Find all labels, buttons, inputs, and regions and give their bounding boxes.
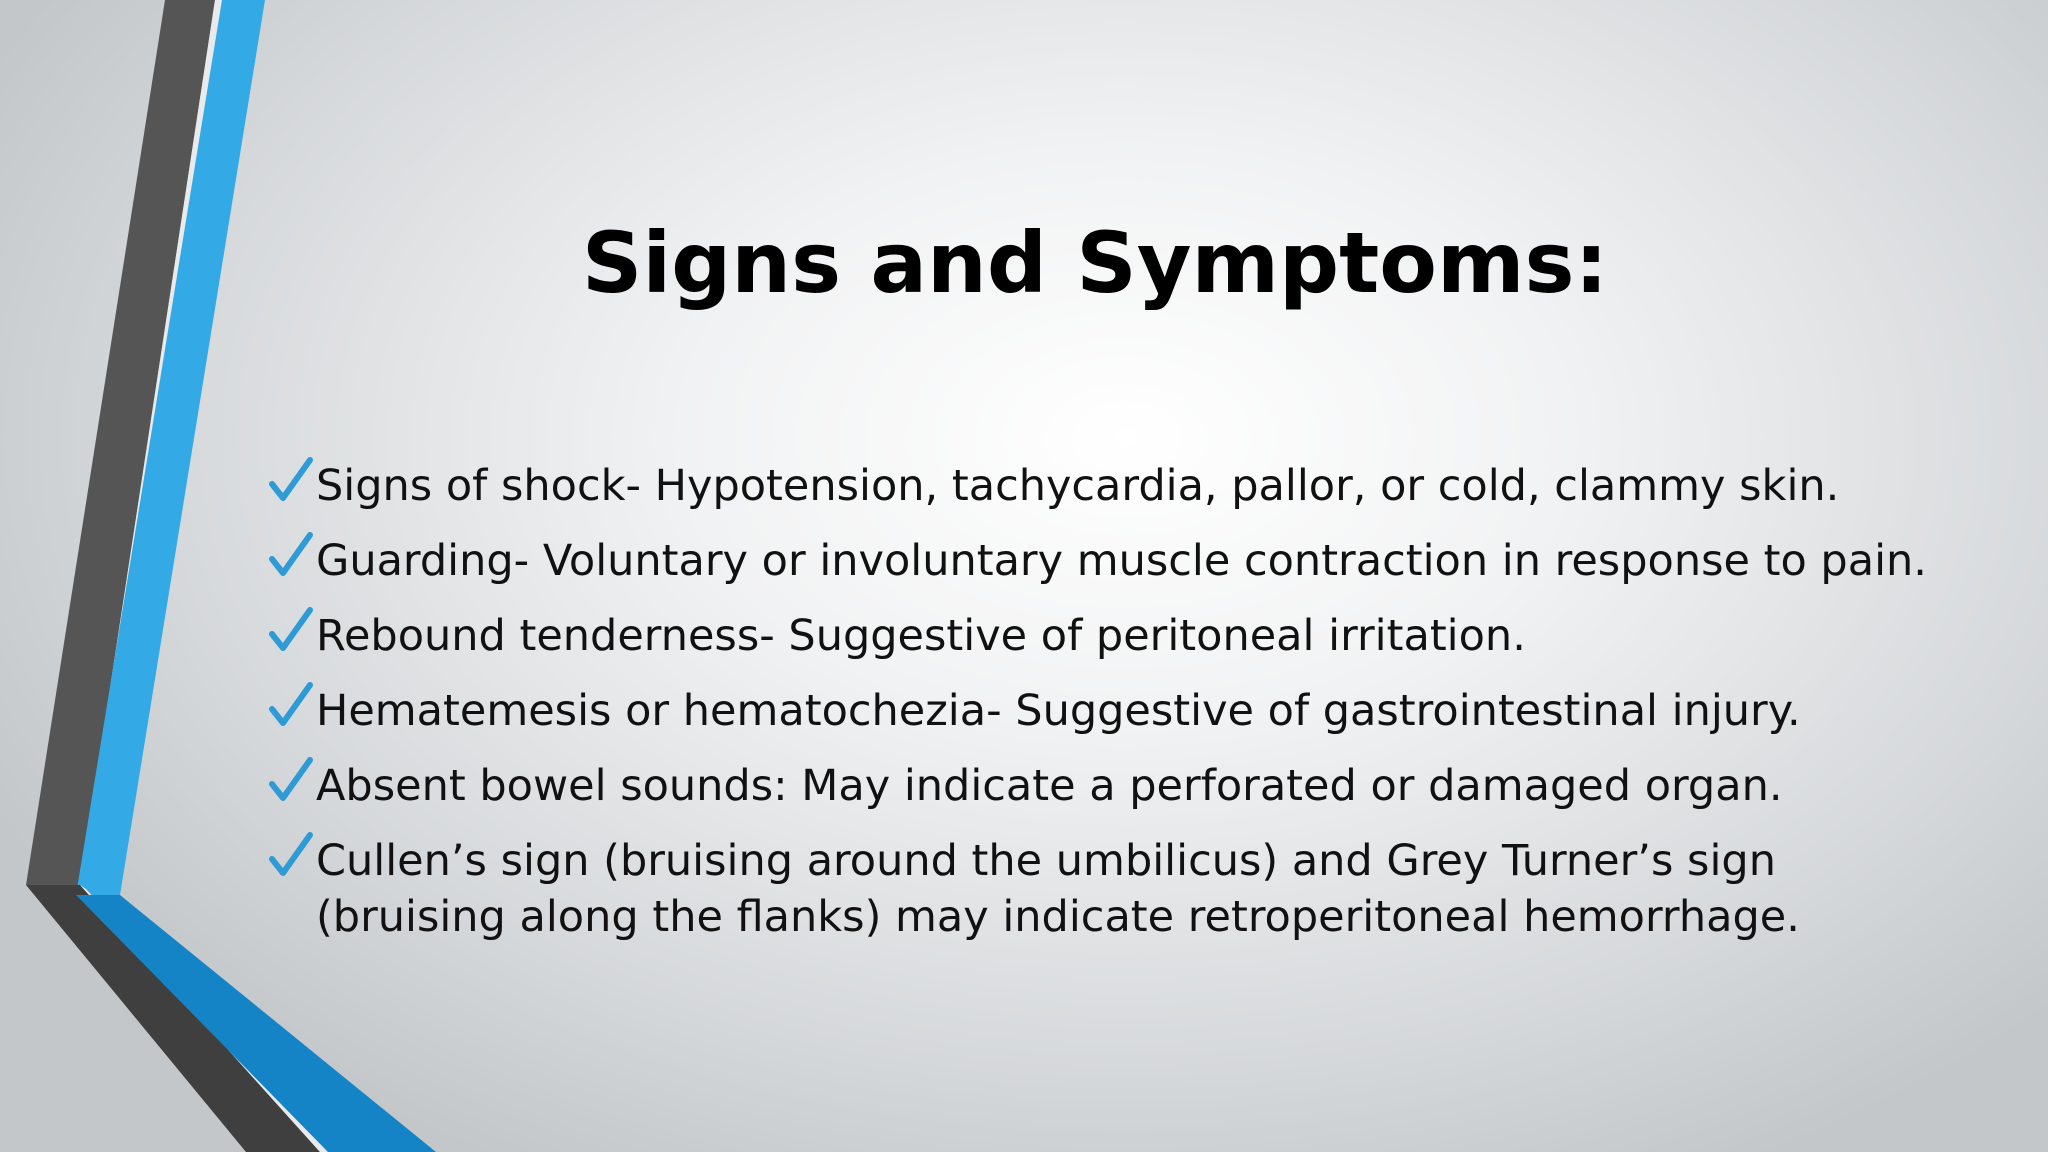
- checkmark-icon: [268, 454, 314, 510]
- bullet-item: [268, 683, 2008, 739]
- bullet-item: [268, 833, 2008, 945]
- bullet-item: [268, 608, 2008, 664]
- checkmark-icon: [268, 529, 314, 585]
- bullet-text: [316, 533, 1927, 589]
- checkmark-icon: [268, 754, 314, 810]
- checkmark-icon: [268, 604, 314, 660]
- slide-title: Signs and Symptoms:: [581, 214, 1609, 312]
- bullet-line: Absent bowel sounds: May indicate a perforated or damaged organ.: [316, 761, 1783, 811]
- bullet-line: Signs of shock- Hypotension, tachycardia, pallor, or cold, clammy skin.: [316, 461, 1840, 511]
- bullet-line: Guarding- Voluntary or involuntary muscle contraction in response to pain.: [316, 536, 1927, 586]
- checkmark-icon: [268, 829, 314, 885]
- bullet-text: [316, 683, 1801, 739]
- bullet-item: [268, 758, 2008, 814]
- bullet-text: [316, 833, 1800, 945]
- bullet-line: Hematemesis or hematochezia- Suggestive of gastrointestinal injury.: [316, 686, 1801, 736]
- bullet-text: [316, 608, 1526, 664]
- bullet-line: Cullen’s sign (bruising around the umbilicus) and Grey Turner’s sign: [316, 836, 1776, 886]
- bullet-line: (bruising along the flanks) may indicate retroperitoneal hemorrhage.: [316, 892, 1800, 942]
- bullet-item: [268, 458, 2008, 514]
- bullet-list: [268, 458, 2008, 964]
- bullet-line: Rebound tenderness- Suggestive of peritoneal irritation.: [316, 611, 1526, 661]
- checkmark-icon: [268, 679, 314, 735]
- bullet-text: [316, 458, 1839, 514]
- bullet-text: [316, 758, 1783, 814]
- bullet-item: [268, 533, 2008, 589]
